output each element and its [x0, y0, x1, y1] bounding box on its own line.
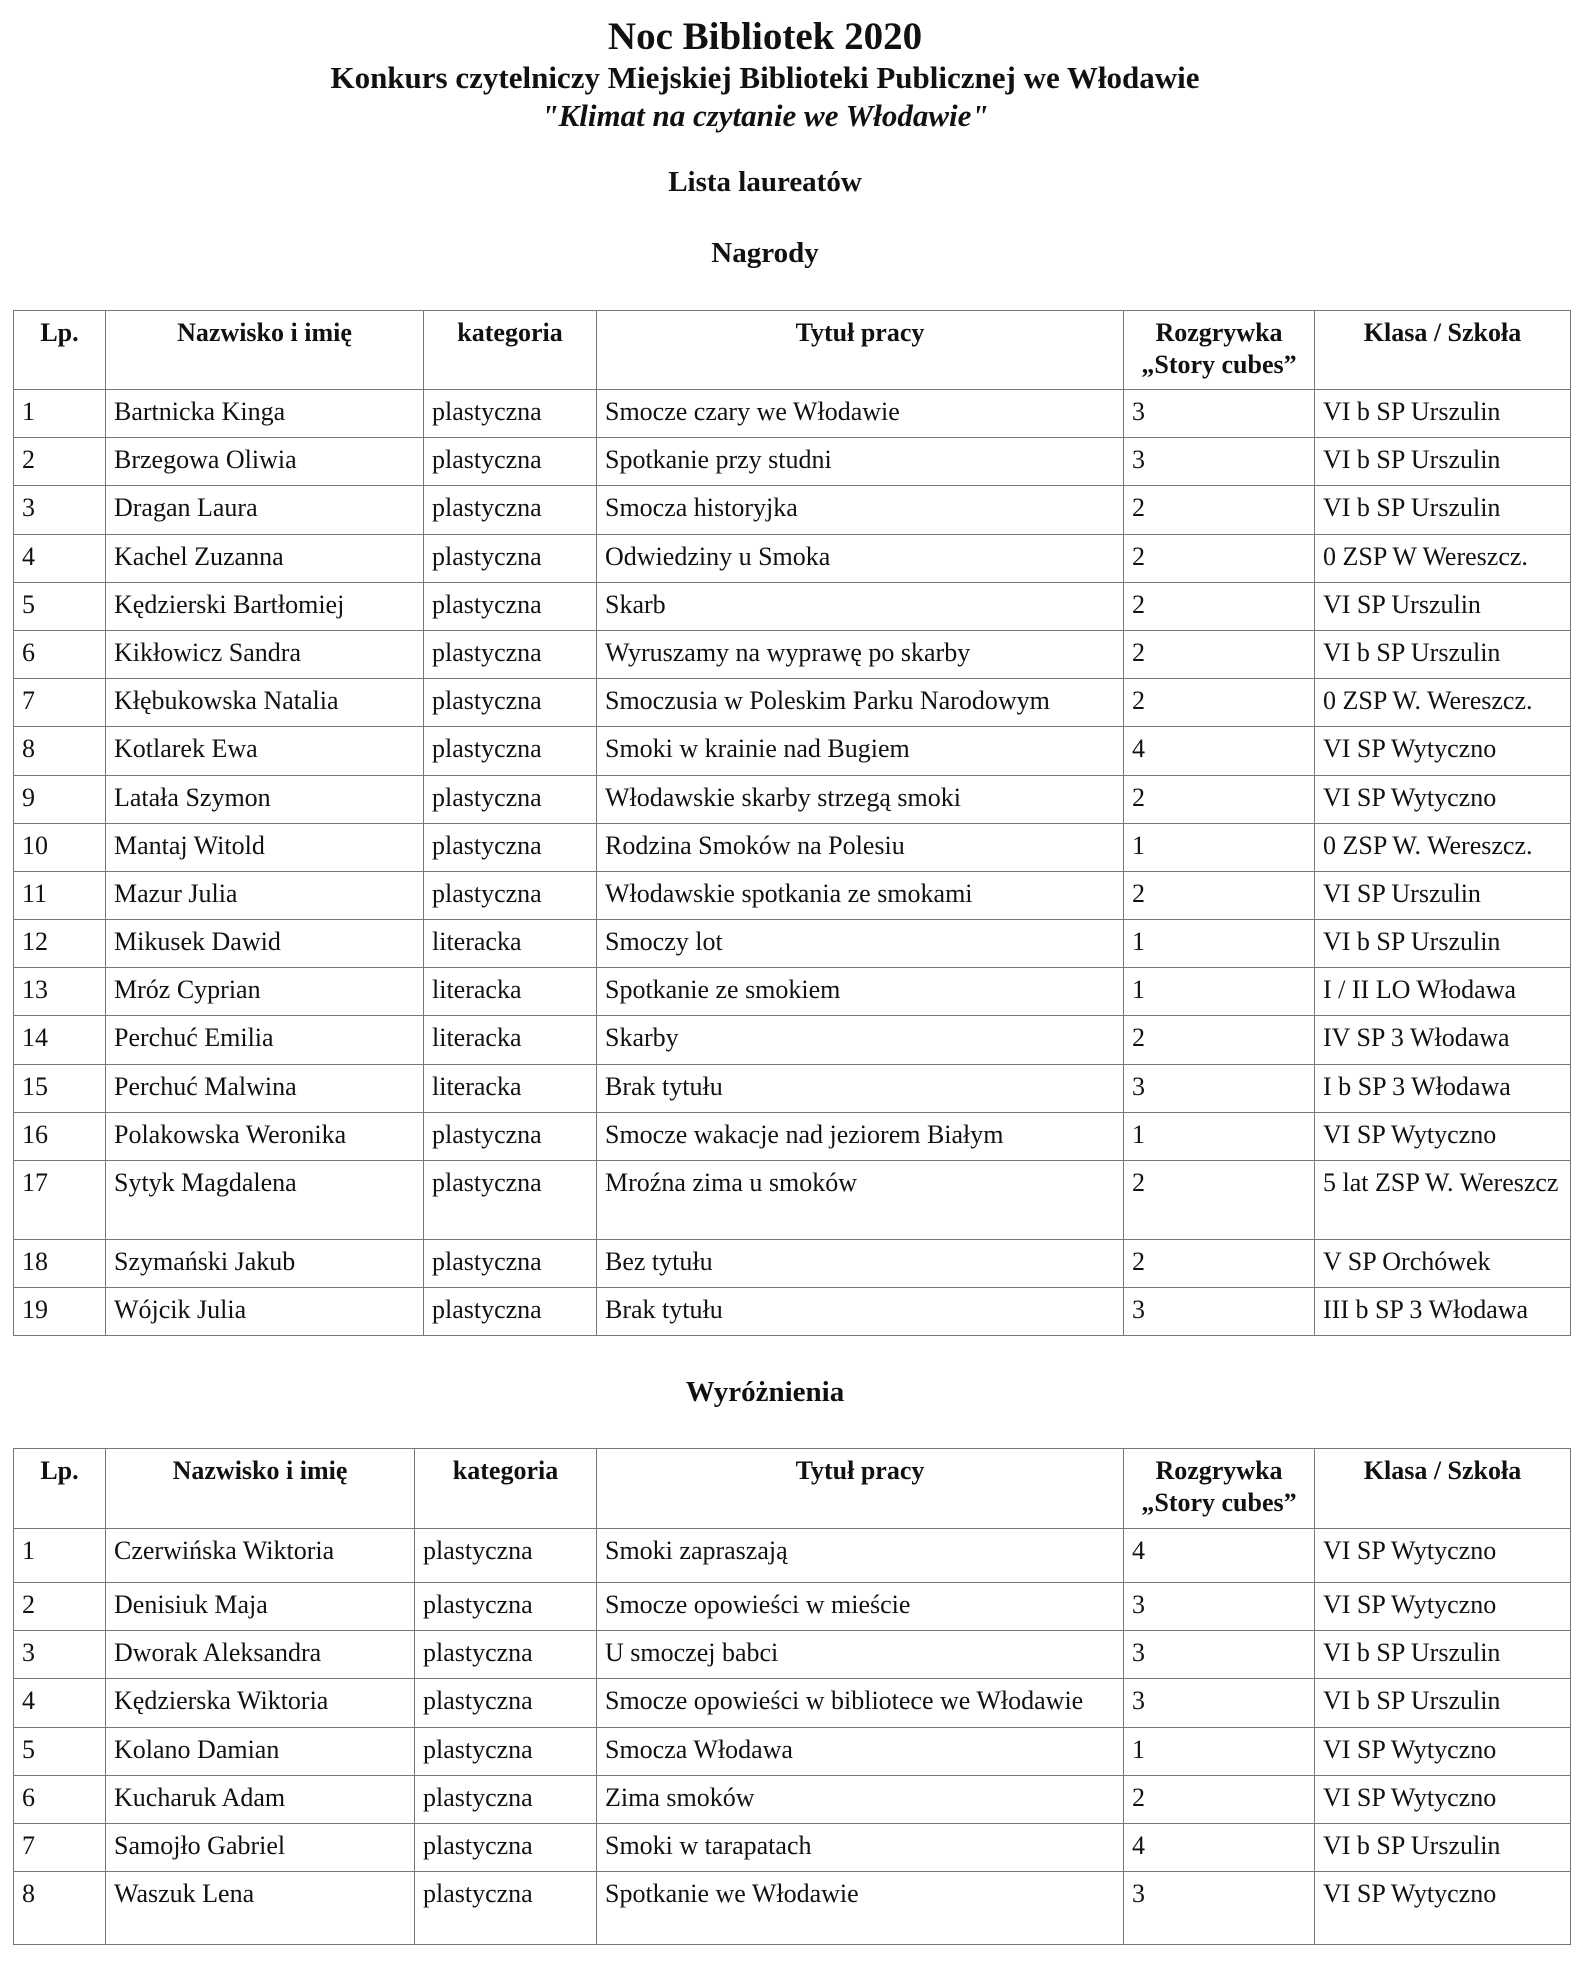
honors-heading: Wyróżnienia — [685, 1376, 845, 1408]
cell-title: Smocza Włodawa — [597, 1727, 1124, 1775]
cell-story-cubes: 4 — [1124, 1823, 1315, 1871]
cell-lp: 4 — [14, 534, 106, 582]
cell-category: plastyczna — [424, 1112, 597, 1160]
table-row — [14, 1161, 1571, 1240]
cell-category: literacka — [424, 1064, 597, 1112]
cell-category: plastyczna — [415, 1872, 597, 1945]
table-row — [14, 1775, 1571, 1823]
cell-name: Brzegowa Oliwia — [106, 438, 424, 486]
column-header-story-cubes-line2: „Story cubes” — [1141, 1488, 1297, 1517]
cell-story-cubes: 3 — [1124, 438, 1315, 486]
column-header-story-cubes-line2: „Story cubes” — [1141, 350, 1297, 379]
cell-name: Wójcik Julia — [106, 1288, 424, 1336]
contest-motto: "Klimat na czytanie we Włodawie" — [541, 98, 989, 133]
cell-name: Sytyk Magdalena — [106, 1161, 424, 1240]
cell-story-cubes: 2 — [1124, 1240, 1315, 1288]
cell-name: Polakowska Weronika — [106, 1112, 424, 1160]
table-row — [14, 1583, 1571, 1631]
cell-name: Dragan Laura — [106, 486, 424, 534]
cell-name: Kędzierska Wiktoria — [106, 1679, 415, 1727]
table-row — [14, 1240, 1571, 1288]
cell-category: plastyczna — [415, 1727, 597, 1775]
table-row — [14, 679, 1571, 727]
list-heading: Lista laureatów — [668, 166, 862, 198]
cell-title: Spotkanie we Włodawie — [597, 1872, 1124, 1945]
cell-name: Dworak Aleksandra — [106, 1631, 415, 1679]
cell-story-cubes: 2 — [1124, 1161, 1315, 1240]
cell-school: VI SP Wytyczno — [1315, 1112, 1571, 1160]
cell-story-cubes: 3 — [1124, 1872, 1315, 1945]
column-header-name: Nazwisko i imię — [106, 1449, 415, 1529]
cell-lp: 13 — [14, 968, 106, 1016]
cell-category: plastyczna — [424, 390, 597, 438]
cell-name: Kędzierski Bartłomiej — [106, 582, 424, 630]
cell-title: Smocze czary we Włodawie — [597, 390, 1124, 438]
cell-lp: 6 — [14, 630, 106, 678]
cell-school: VI b SP Urszulin — [1315, 920, 1571, 968]
cell-school: VI SP Wytyczno — [1315, 1775, 1571, 1823]
cell-category: plastyczna — [424, 582, 597, 630]
cell-lp: 17 — [14, 1161, 106, 1240]
cell-lp: 18 — [14, 1240, 106, 1288]
cell-lp: 2 — [14, 1583, 106, 1631]
cell-lp: 15 — [14, 1064, 106, 1112]
cell-category: plastyczna — [424, 438, 597, 486]
cell-story-cubes: 3 — [1124, 1288, 1315, 1336]
cell-lp: 4 — [14, 1679, 106, 1727]
cell-category: literacka — [424, 920, 597, 968]
cell-title: Smoki w tarapatach — [597, 1823, 1124, 1871]
table-row — [14, 968, 1571, 1016]
cell-story-cubes: 2 — [1124, 630, 1315, 678]
cell-school: VI b SP Urszulin — [1315, 1679, 1571, 1727]
cell-lp: 7 — [14, 1823, 106, 1871]
document-title: Noc Bibliotek 2020 — [607, 15, 923, 58]
table-row — [14, 486, 1571, 534]
cell-lp: 8 — [14, 1872, 106, 1945]
cell-lp: 3 — [14, 1631, 106, 1679]
cell-name: Mikusek Dawid — [106, 920, 424, 968]
cell-name: Czerwińska Wiktoria — [106, 1529, 415, 1583]
cell-name: Kikłowicz Sandra — [106, 630, 424, 678]
cell-lp: 1 — [14, 390, 106, 438]
cell-lp: 11 — [14, 871, 106, 919]
table-row — [14, 920, 1571, 968]
cell-category: literacka — [424, 968, 597, 1016]
cell-lp: 8 — [14, 727, 106, 775]
cell-name: Mróz Cyprian — [106, 968, 424, 1016]
cell-category: plastyczna — [424, 823, 597, 871]
cell-title: Spotkanie przy studni — [597, 438, 1124, 486]
column-header-lp: Lp. — [14, 1449, 106, 1529]
table-row — [14, 390, 1571, 438]
cell-title: Zima smoków — [597, 1775, 1124, 1823]
table-row — [14, 1679, 1571, 1727]
cell-school: I / II LO Włodawa — [1315, 968, 1571, 1016]
prizes-heading: Nagrody — [711, 237, 819, 269]
cell-name: Kolano Damian — [106, 1727, 415, 1775]
cell-category: plastyczna — [415, 1775, 597, 1823]
cell-school: VI b SP Urszulin — [1315, 438, 1571, 486]
cell-story-cubes: 2 — [1124, 1016, 1315, 1064]
cell-story-cubes: 1 — [1124, 823, 1315, 871]
cell-title: Mroźna zima u smoków — [597, 1161, 1124, 1240]
cell-lp: 3 — [14, 486, 106, 534]
cell-title: Skarb — [597, 582, 1124, 630]
table-row — [14, 775, 1571, 823]
cell-title: Smoczusia w Poleskim Parku Narodowym — [597, 679, 1124, 727]
cell-school: VI SP Urszulin — [1315, 871, 1571, 919]
cell-story-cubes: 1 — [1124, 1727, 1315, 1775]
cell-title: Smoki w krainie nad Bugiem — [597, 727, 1124, 775]
cell-title: Brak tytułu — [597, 1288, 1124, 1336]
cell-category: plastyczna — [415, 1583, 597, 1631]
cell-school: 0 ZSP W. Wereszcz. — [1315, 679, 1571, 727]
table-row — [14, 1823, 1571, 1871]
cell-school: V SP Orchówek — [1315, 1240, 1571, 1288]
cell-school: VI b SP Urszulin — [1315, 630, 1571, 678]
cell-lp: 14 — [14, 1016, 106, 1064]
cell-lp: 16 — [14, 1112, 106, 1160]
cell-story-cubes: 2 — [1124, 871, 1315, 919]
table-row — [14, 582, 1571, 630]
table-row — [14, 1529, 1571, 1583]
column-header-story-cubes-line1: Rozgrywka — [1155, 318, 1283, 347]
cell-category: plastyczna — [424, 727, 597, 775]
cell-category: plastyczna — [424, 1240, 597, 1288]
cell-story-cubes: 2 — [1124, 775, 1315, 823]
cell-title: Smocza historyjka — [597, 486, 1124, 534]
table-row — [14, 630, 1571, 678]
cell-school: VI b SP Urszulin — [1315, 390, 1571, 438]
cell-title: Brak tytułu — [597, 1064, 1124, 1112]
column-header-title: Tytuł pracy — [597, 1449, 1124, 1529]
prizes-table — [13, 310, 1571, 1336]
cell-name: Denisiuk Maja — [106, 1583, 415, 1631]
cell-school: VI SP Wytyczno — [1315, 1727, 1571, 1775]
cell-story-cubes: 1 — [1124, 1112, 1315, 1160]
cell-title: Bez tytułu — [597, 1240, 1124, 1288]
cell-title: Skarby — [597, 1016, 1124, 1064]
column-header-school: Klasa / Szkoła — [1315, 311, 1571, 390]
cell-lp: 9 — [14, 775, 106, 823]
cell-name: Kachel Zuzanna — [106, 534, 424, 582]
cell-story-cubes: 2 — [1124, 582, 1315, 630]
cell-name: Mantaj Witold — [106, 823, 424, 871]
table-row — [14, 438, 1571, 486]
cell-name: Waszuk Lena — [106, 1872, 415, 1945]
cell-school: VI SP Wytyczno — [1315, 1529, 1571, 1583]
cell-story-cubes: 1 — [1124, 968, 1315, 1016]
cell-lp: 7 — [14, 679, 106, 727]
column-header-lp: Lp. — [14, 311, 106, 390]
column-header-name: Nazwisko i imię — [106, 311, 424, 390]
cell-category: plastyczna — [424, 871, 597, 919]
cell-category: plastyczna — [424, 486, 597, 534]
column-header-story-cubes-line1: Rozgrywka — [1155, 1456, 1283, 1485]
cell-lp: 12 — [14, 920, 106, 968]
table-row — [14, 1064, 1571, 1112]
cell-school: IV SP 3 Włodawa — [1315, 1016, 1571, 1064]
cell-category: plastyczna — [424, 1161, 597, 1240]
cell-title: Rodzina Smoków na Polesiu — [597, 823, 1124, 871]
cell-title: Smocze opowieści w mieście — [597, 1583, 1124, 1631]
cell-school: 0 ZSP W. Wereszcz. — [1315, 823, 1571, 871]
table-row — [14, 1288, 1571, 1336]
cell-title: Smoczy lot — [597, 920, 1124, 968]
cell-name: Samojło Gabriel — [106, 1823, 415, 1871]
cell-lp: 19 — [14, 1288, 106, 1336]
cell-category: plastyczna — [424, 775, 597, 823]
cell-name: Kłębukowska Natalia — [106, 679, 424, 727]
cell-lp: 10 — [14, 823, 106, 871]
honors-table — [13, 1448, 1571, 1945]
cell-category: literacka — [424, 1016, 597, 1064]
cell-school: VI SP Wytyczno — [1315, 1583, 1571, 1631]
cell-story-cubes: 3 — [1124, 390, 1315, 438]
cell-lp: 2 — [14, 438, 106, 486]
cell-category: plastyczna — [415, 1631, 597, 1679]
cell-story-cubes: 1 — [1124, 920, 1315, 968]
cell-school: 5 lat ZSP W. Wereszcz — [1315, 1161, 1571, 1240]
cell-story-cubes: 2 — [1124, 534, 1315, 582]
cell-school: VI b SP Urszulin — [1315, 486, 1571, 534]
cell-school: VI SP Wytyczno — [1315, 775, 1571, 823]
cell-name: Kucharuk Adam — [106, 1775, 415, 1823]
cell-lp: 5 — [14, 1727, 106, 1775]
column-header-category: kategoria — [424, 311, 597, 390]
cell-title: Smoki zapraszają — [597, 1529, 1124, 1583]
cell-story-cubes: 2 — [1124, 679, 1315, 727]
cell-title: Smocze opowieści w bibliotece we Włodawie — [597, 1679, 1124, 1727]
table-row — [14, 1727, 1571, 1775]
cell-school: 0 ZSP W Wereszcz. — [1315, 534, 1571, 582]
cell-story-cubes: 3 — [1124, 1583, 1315, 1631]
cell-lp: 1 — [14, 1529, 106, 1583]
column-header-title: Tytuł pracy — [597, 311, 1124, 390]
cell-title: Włodawskie skarby strzegą smoki — [597, 775, 1124, 823]
column-header-story-cubes — [1124, 1449, 1315, 1529]
cell-story-cubes: 3 — [1124, 1631, 1315, 1679]
cell-story-cubes: 2 — [1124, 1775, 1315, 1823]
table-row — [14, 871, 1571, 919]
cell-name: Kotlarek Ewa — [106, 727, 424, 775]
document-subtitle: Konkurs czytelniczy Miejskiej Biblioteki Publicznej we Włodawie — [330, 60, 1200, 95]
table-row — [14, 823, 1571, 871]
cell-category: plastyczna — [415, 1823, 597, 1871]
cell-title: Smocze wakacje nad jeziorem Białym — [597, 1112, 1124, 1160]
cell-lp: 5 — [14, 582, 106, 630]
cell-school: VI SP Wytyczno — [1315, 1872, 1571, 1945]
cell-name: Bartnicka Kinga — [106, 390, 424, 438]
cell-title: U smoczej babci — [597, 1631, 1124, 1679]
table-row — [14, 727, 1571, 775]
cell-story-cubes: 4 — [1124, 727, 1315, 775]
cell-category: plastyczna — [415, 1529, 597, 1583]
cell-name: Latała Szymon — [106, 775, 424, 823]
cell-school: VI SP Wytyczno — [1315, 727, 1571, 775]
cell-category: plastyczna — [424, 1288, 597, 1336]
cell-school: VI SP Urszulin — [1315, 582, 1571, 630]
cell-story-cubes: 2 — [1124, 486, 1315, 534]
cell-lp: 6 — [14, 1775, 106, 1823]
cell-title: Wyruszamy na wyprawę po skarby — [597, 630, 1124, 678]
table-header-row — [14, 311, 1571, 390]
table-row — [14, 1631, 1571, 1679]
table-row — [14, 534, 1571, 582]
table-row — [14, 1872, 1571, 1945]
cell-category: plastyczna — [424, 679, 597, 727]
cell-category: plastyczna — [424, 630, 597, 678]
cell-title: Odwiedziny u Smoka — [597, 534, 1124, 582]
cell-title: Spotkanie ze smokiem — [597, 968, 1124, 1016]
cell-story-cubes: 3 — [1124, 1064, 1315, 1112]
cell-name: Szymański Jakub — [106, 1240, 424, 1288]
cell-school: I b SP 3 Włodawa — [1315, 1064, 1571, 1112]
table-header-row — [14, 1449, 1571, 1529]
cell-name: Perchuć Emilia — [106, 1016, 424, 1064]
column-header-story-cubes — [1124, 311, 1315, 390]
cell-school: VI b SP Urszulin — [1315, 1823, 1571, 1871]
cell-category: plastyczna — [415, 1679, 597, 1727]
cell-story-cubes: 3 — [1124, 1679, 1315, 1727]
cell-title: Włodawskie spotkania ze smokami — [597, 871, 1124, 919]
column-header-school: Klasa / Szkoła — [1315, 1449, 1571, 1529]
column-header-category: kategoria — [415, 1449, 597, 1529]
cell-story-cubes: 4 — [1124, 1529, 1315, 1583]
cell-school: III b SP 3 Włodawa — [1315, 1288, 1571, 1336]
table-row — [14, 1112, 1571, 1160]
cell-name: Perchuć Malwina — [106, 1064, 424, 1112]
cell-name: Mazur Julia — [106, 871, 424, 919]
cell-category: plastyczna — [424, 534, 597, 582]
table-row — [14, 1016, 1571, 1064]
cell-school: VI b SP Urszulin — [1315, 1631, 1571, 1679]
